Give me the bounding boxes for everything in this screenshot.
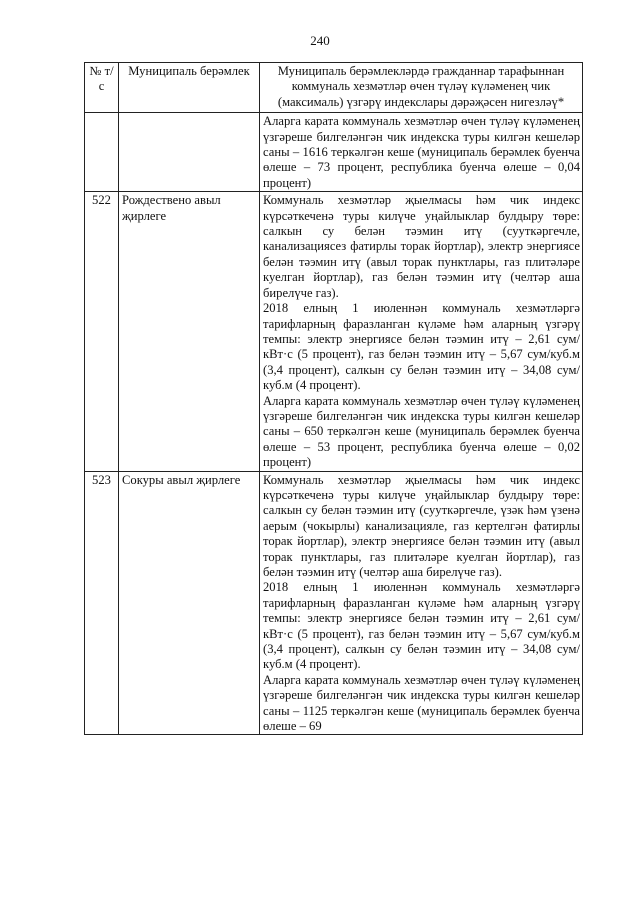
cell-number-empty bbox=[85, 113, 119, 192]
description-paragraph: 2018 елның 1 июленнән коммуналь хезмәтләргә тарифларның фаразланган күләме һәм аларның үзгәрү темпы: электр энергиясе белән тәэмин итү – 2,61 сум/кВт·с (5 процент), газ белән тәэмин итү – 5,67 сум/куб.м (3,4 процент), салкын су белән тәэмин итү – 34,08 сум/куб.м (4 процент). bbox=[263, 580, 580, 672]
cell-description bbox=[260, 192, 583, 471]
description-paragraph: Коммуналь хезмәтләр җыелмасы һәм чик индекс күрсәткеченә туры килүче уңайлыклар булдыру төре: салкын су белән тәэмин итү (сууткәргечле, үзәк һәм үзенә аерым (чокырлы) канализацияле, газ кертелгән фатирлы торак йортлар), электр энергиясе белән тәэмин итү (авыл торак пунктлары, газ плитәләре куелган йортлар), газ белән тәэмин итү (челтәр аша бирелүче газ). bbox=[263, 472, 580, 579]
header-municipality: Муниципаль берәмлек bbox=[119, 63, 260, 113]
cell-municipality: Рождествено авыл җирлеге bbox=[119, 192, 260, 471]
cell-description-continuation: Аларга карата коммуналь хезмәтләр өчен түләү күләменең үзгәреше билгеләнгән чик индекска туры килгән кешеләр саны – 1616 теркәлгән кеше (муниципаль берәмлек буенча өлеше – 73 процент, республика буенча өлеше – 0,04 процент) bbox=[260, 113, 583, 192]
page-number: 240 bbox=[310, 33, 330, 48]
description-paragraph: Аларга карата коммуналь хезмәтләр өчен түләү күләменең үзгәреше билгеләнгән чик индекска туры килгән кешеләр саны – 650 теркәлгән кеше (муниципаль берәмлек буенча өлеше – 53 процент, республика буенча өлеше – 0,02 процент) bbox=[263, 393, 580, 470]
cell-description bbox=[260, 471, 583, 735]
cell-number: 523 bbox=[85, 471, 119, 735]
table-header-row bbox=[85, 63, 583, 113]
table-row-continuation bbox=[85, 113, 583, 192]
description-paragraph: 2018 елның 1 июленнән коммуналь хезмәтләргә тарифларның фаразланган күләме һәм аларның үзгәрү темпы: электр энергиясе белән тәэмин итү – 2,61 сум/кВт·с (5 процент), газ белән тәэмин итү – 5,67 сум/куб.м (3,4 процент), салкын су белән тәэмин итү – 34,08 сум/куб.м (4 процент). bbox=[263, 301, 580, 393]
tariff-index-table bbox=[84, 62, 583, 735]
table-row bbox=[85, 471, 583, 735]
description-paragraph: Коммуналь хезмәтләр җыелмасы һәм чик индекс күрсәткеченә туры килүче уңайлыклар булдыру төре: салкын су белән тәэмин итү (сууткәргечле, канализациясез фатирлы торак йортлар), электр энергиясе белән тәэмин итү (авыл торак пунктлары, газ плитәләре куелган йортлар), газ белән тәэмин итү (челтәр аша бирелүче газ). bbox=[263, 193, 580, 300]
header-description: Муниципаль берәмлекләрдә гражданнар тарафыннан коммуналь хезмәтләр өчен түләү күләменең чик (максималь) үзгәрү индекслары дәрәҗәсен нигезләү* bbox=[260, 63, 583, 113]
cell-municipality: Сокуры авыл җирлеге bbox=[119, 471, 260, 735]
description-paragraph: Аларга карата коммуналь хезмәтләр өчен түләү күләменең үзгәреше билгеләнгән чик индекска туры килгән кешеләр саны – 1125 теркәлгән кеше (муниципаль берәмлек буенча өлеше – 69 bbox=[263, 672, 580, 734]
table-row bbox=[85, 192, 583, 471]
header-number: № т/с bbox=[85, 63, 119, 113]
cell-number: 522 bbox=[85, 192, 119, 471]
cell-municipality-empty bbox=[119, 113, 260, 192]
